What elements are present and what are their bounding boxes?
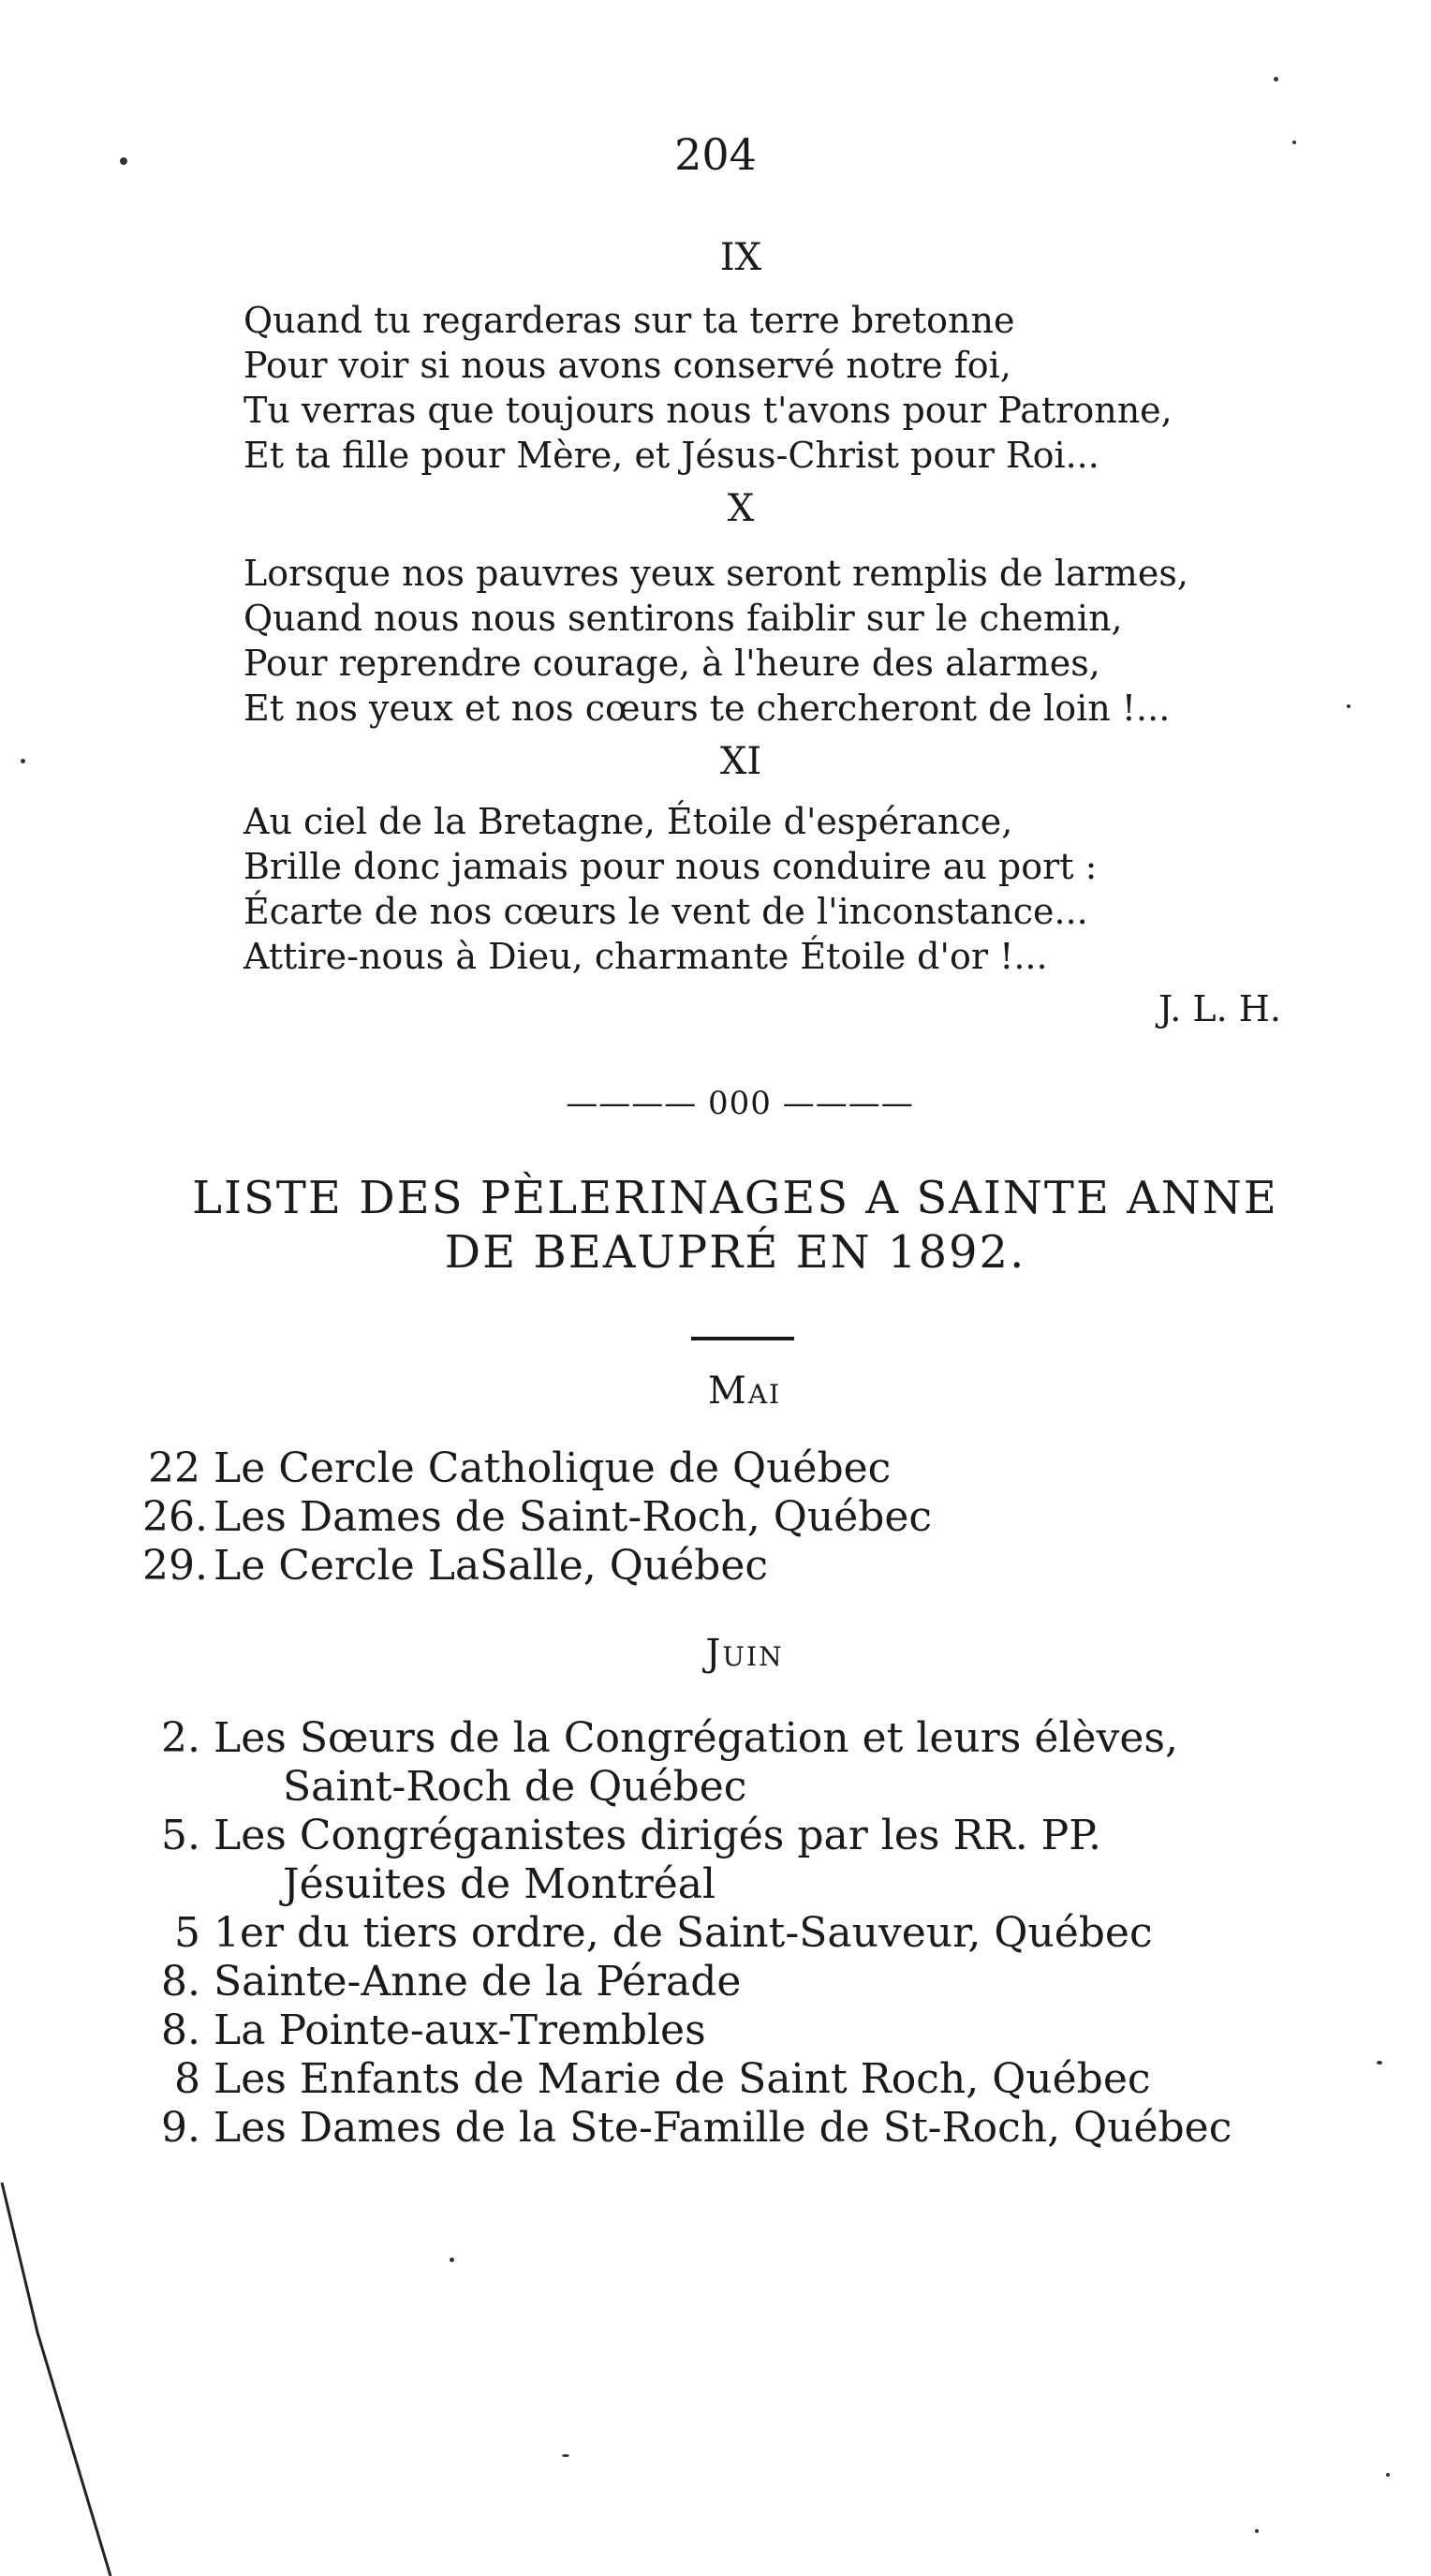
poem-line: Tu verras que toujours nous t'avons pour Patronne,: [243, 390, 1173, 431]
poem-line: Écarte de nos cœurs le vent de l'inconstance...: [243, 891, 1088, 932]
entry-date: 22: [148, 1444, 200, 1492]
entry-text: Les Dames de Saint-Roch, Québec: [214, 1493, 933, 1541]
scan-speck: [1292, 141, 1296, 144]
entry-date: 9.: [161, 2104, 200, 2152]
list-item: [142, 1812, 1232, 1860]
list-item: [142, 2006, 1232, 2055]
list-item: [142, 1714, 1232, 1763]
poem-line: Quand tu regarderas sur ta terre bretonne: [243, 300, 1015, 341]
month-heading: Mai: [707, 1369, 782, 1413]
scan-speck: [1274, 77, 1278, 81]
scan-speck: [1386, 2473, 1390, 2477]
poem-line: Attire-nous à Dieu, charmante Étoile d'or !...: [243, 936, 1048, 977]
entry-date: 29.: [142, 1542, 208, 1590]
poem-line: Lorsque nos pauvres yeux seront remplis de larmes,: [243, 553, 1188, 594]
entry-text: Sainte-Anne de la Pérade: [214, 1958, 742, 2006]
entry-date: 8: [174, 2055, 200, 2103]
poem-line: Et nos yeux et nos cœurs te chercheront de loin !...: [243, 688, 1171, 729]
stanza-numeral: XI: [719, 740, 762, 783]
poem-line: Brille donc jamais pour nous conduire au port :: [243, 846, 1098, 887]
list-item: [142, 1909, 1232, 1958]
poem-line: Et ta fille pour Mère, et Jésus-Christ pour Roi...: [243, 435, 1099, 476]
entry-date: 26.: [142, 1493, 208, 1541]
poem-stanza: [243, 799, 1255, 979]
scan-speck: [450, 2258, 454, 2262]
entry-text: Le Cercle Catholique de Québec: [214, 1444, 892, 1492]
entry-date: 8.: [161, 2006, 200, 2054]
entry-text: Les Dames de la Ste-Famille de St-Roch, Québec: [214, 2104, 1232, 2152]
list-item: [142, 1958, 1232, 2006]
heading-rule: [691, 1337, 794, 1340]
list-item: [142, 1444, 932, 1493]
scan-speck: [1347, 704, 1350, 708]
section-heading: [131, 1171, 1339, 1280]
poem-line: Pour reprendre courage, à l'heure des alarmes,: [243, 643, 1100, 684]
entry-date: 8.: [161, 1958, 200, 2006]
list-item-continuation: Jésuites de Montréal: [283, 1860, 716, 1908]
entry-text: 1er du tiers ordre, de Saint-Sauveur, Québec: [214, 1909, 1153, 1957]
poem-line: Pour voir si nous avons conservé notre foi,: [243, 345, 1011, 386]
list-item: [142, 1493, 932, 1542]
section-separator: ———— 000 ————: [566, 1085, 914, 1122]
entry-text: Le Cercle LaSalle, Québec: [214, 1542, 769, 1590]
poem-line: Quand nous nous sentirons faiblir sur le chemin,: [243, 598, 1123, 639]
list-item-continuation: Saint-Roch de Québec: [283, 1763, 747, 1811]
month-heading: Juin: [705, 1632, 784, 1675]
scan-speck: [562, 2454, 569, 2457]
entry-date: 2.: [161, 1714, 200, 1762]
pilgrimage-list: [142, 1444, 932, 1591]
poem-line: Au ciel de la Bretagne, Étoile d'espérance,: [243, 801, 1013, 842]
pilgrimage-list: [142, 1714, 1232, 2153]
scan-speck: [1255, 2529, 1259, 2533]
signature: J. L. H.: [1158, 988, 1281, 1029]
scan-speck: [120, 157, 127, 165]
entry-text: Les Congréganistes dirigés par les RR. PP.: [214, 1812, 1101, 1859]
entry-text: La Pointe-aux-Trembles: [214, 2006, 706, 2054]
list-item: [142, 1542, 932, 1591]
list-item: [142, 2055, 1232, 2104]
poem-stanza: [243, 298, 1255, 478]
entry-text: Les Sœurs de la Congrégation et leurs élèves,: [214, 1714, 1178, 1762]
entry-date: 5.: [161, 1812, 200, 1859]
poem-stanza: [243, 551, 1255, 731]
entry-text: Les Enfants de Marie de Saint Roch, Québec: [214, 2055, 1151, 2103]
stanza-numeral: X: [727, 487, 755, 530]
scan-speck: [1377, 2061, 1382, 2065]
heading-line: DE BEAUPRÉ EN 1892.: [444, 1226, 1026, 1279]
list-item: [142, 2104, 1232, 2153]
page-number: 204: [674, 129, 757, 180]
scan-speck: [21, 759, 25, 763]
heading-line: LISTE DES PÈLERINAGES A SAINTE ANNE: [192, 1172, 1278, 1224]
entry-date: 5: [174, 1909, 200, 1957]
scan-artifact-line: [0, 2183, 131, 2576]
stanza-numeral: IX: [719, 236, 762, 279]
